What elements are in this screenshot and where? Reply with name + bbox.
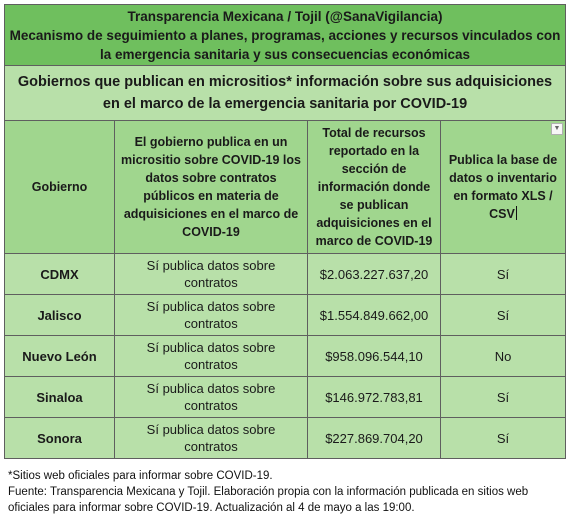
subtitle-cell[interactable]: Gobiernos que publican en micrositios* información sobre sus adquisiciones en el marco de la emergencia sanitaria por COVID-19: [5, 66, 566, 121]
data-table: [4, 4, 566, 459]
cell-base[interactable]: Sí: [441, 254, 566, 295]
cell-gobierno[interactable]: CDMX: [5, 254, 115, 295]
cell-publica[interactable]: Sí publica datos sobre contratos: [115, 377, 308, 418]
table-row: [5, 295, 566, 336]
column-header-gobierno[interactable]: Gobierno: [5, 121, 115, 254]
filter-dropdown-icon[interactable]: ▼: [551, 123, 563, 135]
cell-gobierno[interactable]: Sinaloa: [5, 377, 115, 418]
cell-total[interactable]: $1.554.849.662,00: [308, 295, 441, 336]
cell-publica[interactable]: Sí publica datos sobre contratos: [115, 295, 308, 336]
column-header-base-text: Publica la base de datos o inventario en formato XLS / CSV: [448, 153, 558, 221]
title-line-1: Transparencia Mexicana / Tojil (@SanaVigilancia): [127, 8, 443, 24]
title-cell[interactable]: [5, 5, 566, 66]
cell-base[interactable]: No: [441, 336, 566, 377]
title-row: [5, 5, 566, 66]
table-row: [5, 418, 566, 459]
column-header-publica[interactable]: [115, 121, 308, 254]
column-header-row: [5, 121, 566, 254]
table-row: [5, 336, 566, 377]
column-header-base[interactable]: [441, 121, 566, 254]
cell-gobierno[interactable]: Nuevo León: [5, 336, 115, 377]
cell-publica[interactable]: Sí publica datos sobre contratos: [115, 418, 308, 459]
cell-base[interactable]: Sí: [441, 377, 566, 418]
cell-total[interactable]: $146.972.783,81: [308, 377, 441, 418]
column-header-total[interactable]: [308, 121, 441, 254]
cell-base[interactable]: Sí: [441, 418, 566, 459]
subtitle-row: [5, 66, 566, 121]
column-header-total-text: Total de recursos reportado en la sección de información donde se publican adquisiciones en el marco de COVID-19: [315, 126, 433, 248]
text-cursor: [516, 206, 517, 220]
cell-total[interactable]: $227.869.704,20: [308, 418, 441, 459]
cell-gobierno[interactable]: Jalisco: [5, 295, 115, 336]
source-note: Fuente: Transparencia Mexicana y Tojil. Elaboración propia con la información publicada en sitios web oficiales para informar sobre COVID-19. Actualización al 4 de mayo a las 19:00.: [8, 486, 529, 514]
footer-notes: [4, 468, 565, 516]
cell-publica[interactable]: Sí publica datos sobre contratos: [115, 254, 308, 295]
cell-total[interactable]: $958.096.544,10: [308, 336, 441, 377]
cell-gobierno[interactable]: Sonora: [5, 418, 115, 459]
cell-publica[interactable]: Sí publica datos sobre contratos: [115, 336, 308, 377]
title-line-2: Mecanismo de seguimiento a planes, programas, acciones y recursos vinculados con la emergencia sanitaria y sus consecuencias económicas: [9, 27, 561, 62]
table-row: [5, 377, 566, 418]
table-row: [5, 254, 566, 295]
cell-base[interactable]: Sí: [441, 295, 566, 336]
column-header-publica-text: El gobierno publica en un micrositio sobre COVID-19 los datos sobre contratos públicos en materia de adquisiciones en el marco de COVID-19: [121, 135, 301, 239]
footnote: *Sitios web oficiales para informar sobre COVID-19.: [8, 470, 273, 482]
cell-total[interactable]: $2.063.227.637,20: [308, 254, 441, 295]
